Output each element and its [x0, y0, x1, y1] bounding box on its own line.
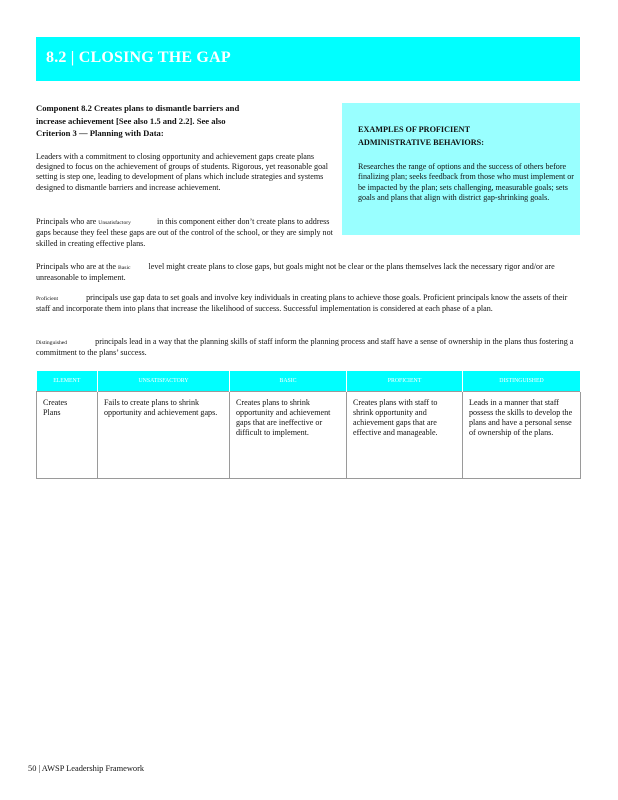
element-name: Creates: [43, 398, 68, 407]
level-description: principals lead in a way that the planning skills of staff inform the planning process and staff have a sense of ownership in the plans thus fostering a commitment to the plans’ success.: [36, 337, 574, 358]
rubric-header-element: ELEMENT: [37, 371, 98, 392]
proficient-examples-callout: [342, 103, 580, 235]
rubric-header-basic: BASIC: [230, 371, 347, 392]
callout-heading-line: EXAMPLES OF PROFICIENT: [358, 125, 471, 134]
rubric-row: [37, 392, 581, 479]
level-intro: Principals who are: [36, 217, 97, 226]
rubric-cell-distinguished: Leads in a manner that staff possess the skills to develop the plans and have a personal sense of ownership of the plans.: [463, 392, 581, 479]
level-label-unsatisfactory: Unsatisfactory: [98, 220, 131, 226]
component-heading-line: Component 8.2 Creates plans to dismantle barriers and: [36, 103, 240, 113]
section-title: 8.2 | CLOSING THE GAP: [46, 49, 231, 66]
component-heading-line: Criterion 3 — Planning with Data:: [36, 128, 164, 138]
level-label-distinguished: Distinguished: [36, 340, 68, 346]
component-heading: [36, 102, 246, 140]
level-label-basic: Basic: [118, 265, 131, 271]
callout-body: Researches the range of options and the success of others before finalizing plan; seeks feedback from those who must implement or be impacted by the plan; sets challenging, measurable goals; sets goals and plans that align with district gap-shrinking goals.: [358, 162, 575, 203]
level-description: in this component either don’t create plans to address gaps because they feel these gaps are out of the control of the school, or they are simply not skilled in creating effective plans.: [36, 217, 333, 248]
rubric-cell-unsatisfactory: Fails to create plans to shrink opportunity and achievement gaps.: [98, 392, 230, 479]
level-description: level might create plans to close gaps, but goals might not be clear or the plans themselves lack the necessary rigor and/or are unreasonable to implement.: [36, 262, 555, 283]
callout-heading: [358, 123, 568, 149]
section-banner: [36, 37, 580, 81]
rubric-cell-basic: Creates plans to shrink opportunity and achievement gaps that are ineffective or difficult to implement.: [230, 392, 347, 479]
rubric-table: [36, 371, 581, 479]
rubric-header-unsatisfactory: UNSATISFACTORY: [98, 371, 230, 392]
distinguished-paragraph: [36, 337, 580, 359]
proficient-paragraph: [36, 293, 580, 315]
element-name: Plans: [43, 408, 61, 417]
rubric-header-row: [37, 371, 581, 392]
level-description: principals use gap data to set goals and involve key individuals in creating plans to achieve those goals. Proficient principals know the assets of their staff and incorporate them into plans that increase the likelihood of success. Successful implementation is considered at each phase of a plan.: [36, 293, 568, 314]
rubric-cell-proficient: Creates plans with staff to shrink opportunity and achievement gaps that are effective and manageable.: [347, 392, 463, 479]
callout-heading-line: ADMINISTRATIVE BEHAVIORS:: [358, 138, 484, 147]
level-intro: Principals who are at the: [36, 262, 117, 271]
component-heading-line: increase achievement [See also 1.5 and 2.2]. See also: [36, 115, 226, 126]
level-label-proficient: Proficient: [36, 296, 59, 302]
rubric-element-cell: [37, 392, 98, 479]
rubric-header-distinguished: DISTINGUISHED: [463, 371, 581, 392]
intro-paragraph: Leaders with a commitment to closing opportunity and achievement gaps create plans designed to focus on the achievement of groups of students. Rigorous, yet reasonable goal setting is step one, leading to development of plans which include strategies and systems designed to dismantle barriers and increase achievement.: [36, 152, 328, 192]
rubric-header-proficient: PROFICIENT: [347, 371, 463, 392]
page-footer: 50 | AWSP Leadership Framework: [28, 764, 145, 773]
unsatisfactory-paragraph: [36, 217, 336, 249]
basic-paragraph: [36, 262, 580, 284]
